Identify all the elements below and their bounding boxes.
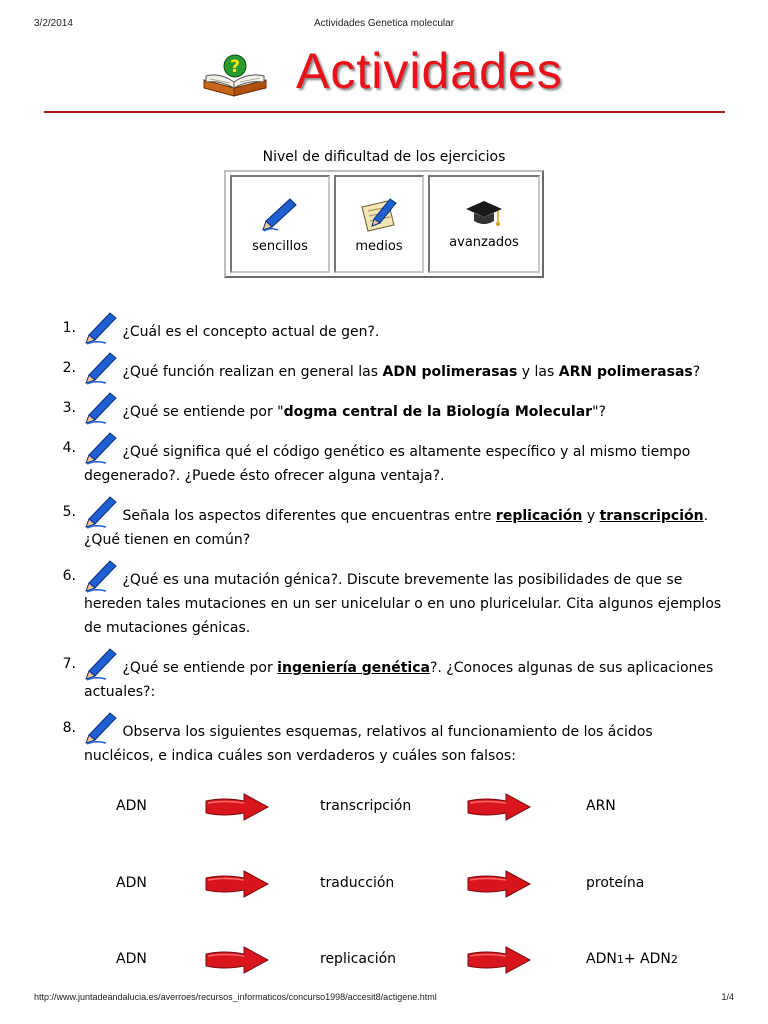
schema-product: ARN — [586, 798, 616, 814]
print-footer — [0, 992, 768, 1006]
question-text — [84, 712, 724, 768]
graduation-cap-icon — [430, 199, 538, 233]
source-url: http://www.juntadeandalucia.es/averroes/recursos_informaticos/concurso1998/accesit8/actigene.html — [34, 992, 437, 1002]
print-header — [0, 18, 768, 32]
banner — [0, 42, 768, 104]
question-text-part: .¿Qué tienen en común? — [84, 508, 709, 548]
notebook-pen-icon — [336, 197, 422, 239]
question-text-part: ? — [692, 364, 701, 380]
pencil-icon — [84, 648, 118, 682]
red-arrow-icon — [204, 945, 270, 979]
question-text-part: "? — [592, 404, 606, 420]
pencil-icon — [84, 712, 118, 746]
question-text — [84, 560, 724, 640]
question-text — [84, 352, 724, 384]
pencil-icon — [84, 312, 118, 346]
question-text — [84, 312, 724, 344]
question-number: 7. — [62, 656, 76, 672]
keyword-link[interactable]: ingeniería genética — [277, 660, 430, 676]
schema-row — [0, 945, 768, 975]
question-number: 3. — [62, 400, 76, 416]
question-text-part: Observa los siguientes esquemas, relativos al funcionamiento de los ácidos nucléicos, e indica cuáles son verdaderos y cuáles son falsos: — [84, 724, 653, 764]
schema-source: ADN — [116, 798, 147, 814]
question-text-part: ?. ¿Conoces algunas de sus aplicaciones actuales?: — [84, 660, 714, 700]
difficulty-table — [224, 170, 544, 278]
schema-source: ADN — [116, 951, 147, 967]
page-title: Actividades — [296, 43, 563, 99]
keyword: dogma central de la Biología Molecular — [283, 404, 593, 420]
red-arrow-icon — [204, 869, 270, 903]
question-text-part: ¿Qué se entiende por — [122, 660, 278, 676]
question-number: 8. — [62, 720, 76, 736]
keyword-link[interactable]: transcripción — [599, 508, 704, 524]
divider — [44, 111, 725, 113]
schema-source: ADN — [116, 875, 147, 891]
question-number: 6. — [62, 568, 76, 584]
print-date: 3/2/2014 — [34, 18, 73, 29]
difficulty-cell-sencillos — [230, 175, 330, 273]
book-question-icon — [200, 52, 272, 104]
red-arrow-icon — [466, 869, 532, 903]
question-number: 1. — [62, 320, 76, 336]
pencil-icon — [84, 496, 118, 530]
question-number: 2. — [62, 360, 76, 376]
question-text — [84, 392, 724, 424]
schema-row — [0, 869, 768, 899]
keyword: ARN polimerasas — [558, 364, 693, 380]
difficulty-label: sencillos — [252, 239, 308, 254]
question-text — [84, 432, 724, 488]
question-text — [84, 648, 724, 704]
question-number: 4. — [62, 440, 76, 456]
document-title: Actividades Genetica molecular — [313, 18, 455, 29]
keyword: ADN polimerasas — [382, 364, 518, 380]
question-text-part: y las — [517, 364, 559, 380]
difficulty-cell-avanzados — [428, 175, 540, 273]
schema-product: ADN1+ ADN2 — [586, 951, 678, 967]
question-text — [84, 496, 724, 552]
question-text-part: Señala los aspectos diferentes que encuentras entre — [122, 508, 496, 524]
pencil-icon — [84, 352, 118, 386]
red-arrow-icon — [466, 792, 532, 826]
question-text-part: ¿Cuál es el concepto actual de gen?. — [122, 324, 380, 340]
question-text-part: ¿Qué se entiende por " — [122, 404, 284, 420]
pencil-icon — [232, 197, 328, 237]
pencil-icon — [84, 432, 118, 466]
red-arrow-icon — [466, 945, 532, 979]
schema-product: proteína — [586, 875, 645, 891]
question-text-part: ¿Qué función realizan en general las — [122, 364, 383, 380]
question-text-part: y — [582, 508, 600, 524]
pencil-icon — [84, 392, 118, 426]
difficulty-cell-medios — [334, 175, 424, 273]
pencil-icon — [84, 560, 118, 594]
question-text-part: ¿Qué es una mutación génica?. Discute brevemente las posibilidades de que se hereden tales mutaciones en un ser unicelular o en uno pluricelular. Cita algunos ejemplos de mutaciones génicas. — [84, 572, 722, 636]
schema-process: traducción — [320, 875, 395, 891]
page-number: 1/4 — [721, 992, 734, 1002]
difficulty-label: medios — [355, 239, 403, 254]
question-text-part: ¿Qué significa qué el código genético es altamente específico y al mismo tiempo degenerado?. ¿Puede ésto ofrecer alguna ventaja?. — [84, 444, 691, 484]
difficulty-caption: Nivel de dificultad de los ejercicios — [262, 149, 506, 165]
svg-text:?: ? — [230, 57, 240, 77]
keyword-link[interactable]: replicación — [495, 508, 583, 524]
schema-process: replicación — [320, 951, 397, 967]
red-arrow-icon — [204, 792, 270, 826]
schema-row — [0, 792, 768, 822]
difficulty-label: avanzados — [449, 235, 519, 250]
schema-process: transcripción — [320, 798, 412, 814]
question-number: 5. — [62, 504, 76, 520]
